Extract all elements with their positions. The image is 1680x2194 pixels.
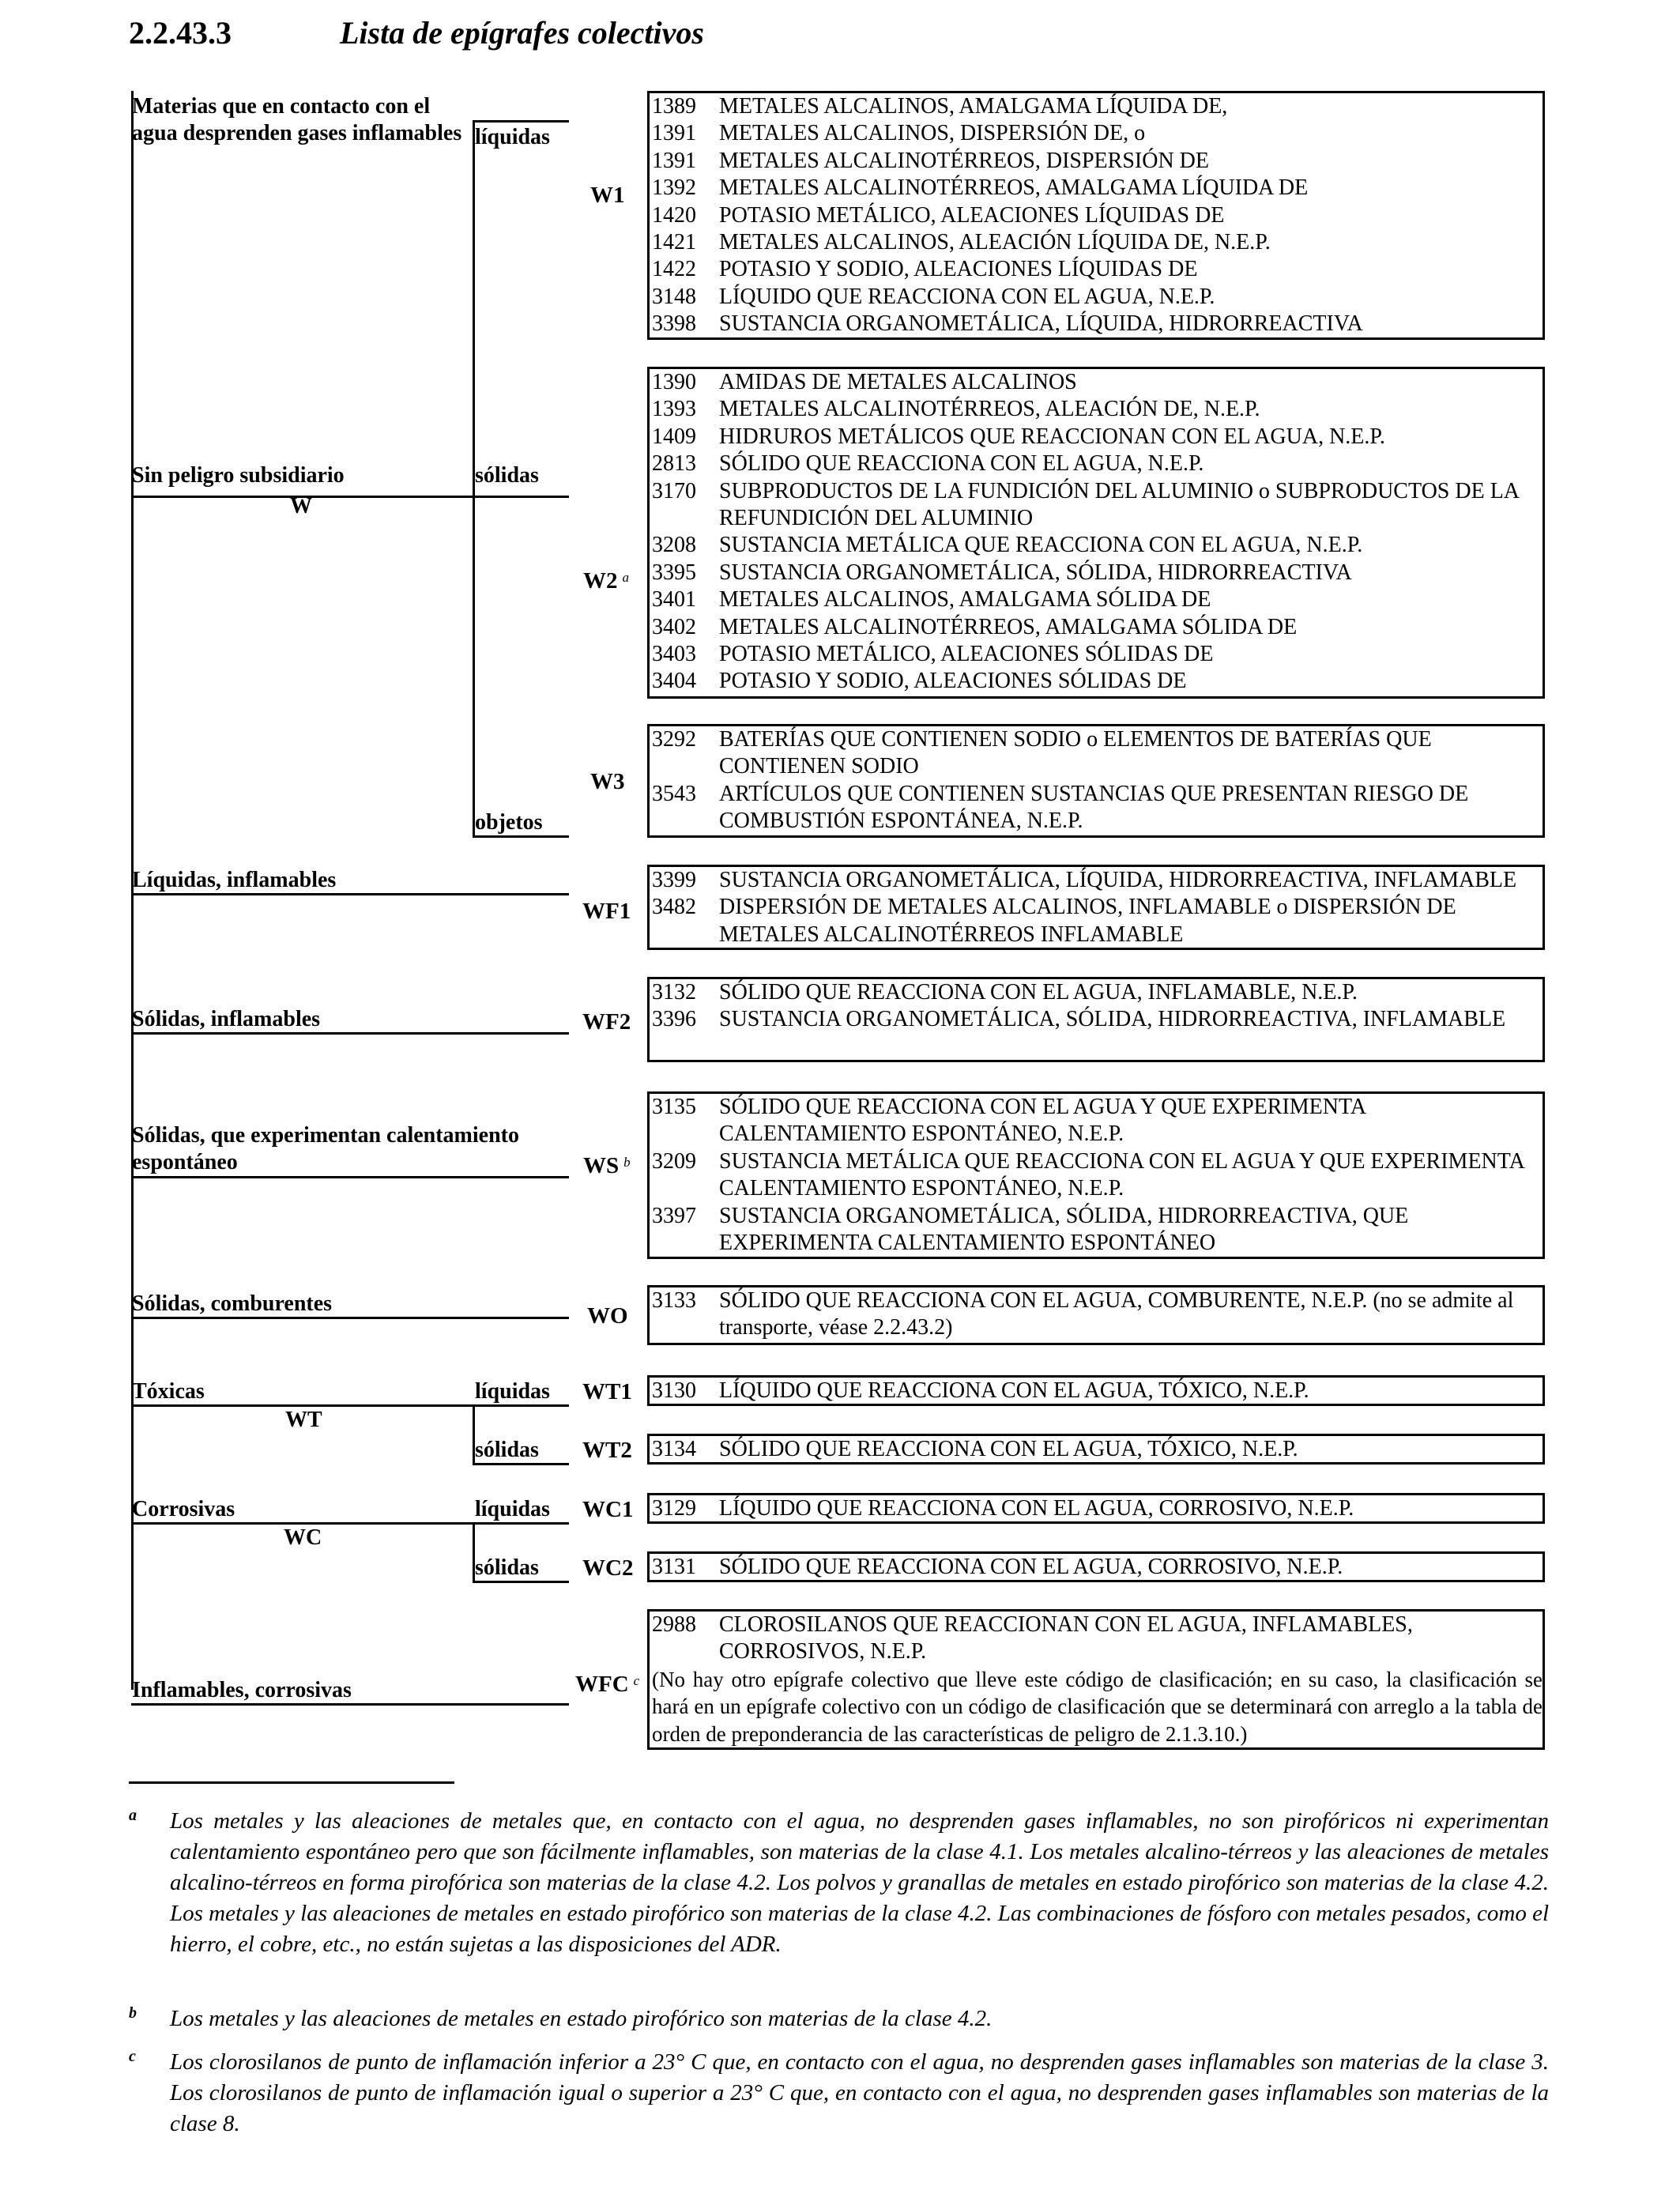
- entries-box-w3: [647, 724, 1545, 838]
- entry-row: [652, 369, 1543, 396]
- entry-row: [652, 1495, 1543, 1522]
- entry-name: BATERÍAS QUE CONTIENEN SODIO o ELEMENTOS DE BATERÍAS QUE CONTIENEN SODIO: [719, 727, 1432, 779]
- entry-name: METALES ALCALINOTÉRREOS, DISPERSIÓN DE: [719, 148, 1209, 173]
- entry-name: SUSTANCIA METÁLICA QUE REACCIONA CON EL AGUA, N.E.P.: [719, 533, 1363, 558]
- un-number: 1422: [652, 257, 696, 282]
- entry-name: SUSTANCIA ORGANOMETÁLICA, SÓLIDA, HIDRORREACTIVA, INFLAMABLE: [719, 1007, 1506, 1032]
- entry-name: SÓLIDO QUE REACCIONA CON EL AGUA, N.E.P.: [719, 451, 1204, 477]
- entry-name: CLOROSILANOS QUE REACCIONAN CON EL AGUA, INFLAMABLES, CORROSIVOS, N.E.P.: [719, 1612, 1413, 1664]
- un-number: 3209: [652, 1148, 696, 1174]
- code-w3: W3: [590, 769, 625, 794]
- un-number: 3132: [652, 980, 696, 1005]
- entry-name: SÓLIDO QUE REACCIONA CON EL AGUA, COMBURENTE, N.E.P. (no se admite al transporte, véase 2.2.43.2): [719, 1288, 1514, 1340]
- label-solidas-inflamables: Sólidas, inflamables: [132, 1007, 321, 1031]
- entry-row: [652, 148, 1543, 175]
- entries-box-wfc: [647, 1609, 1545, 1750]
- tree-line: [131, 1176, 569, 1178]
- code-ws: [583, 1152, 631, 1179]
- entry-row: [652, 229, 1543, 256]
- entry-row: [652, 202, 1543, 229]
- entry-name: LÍQUIDO QUE REACCIONA CON EL AGUA, CORROSIVO, N.E.P.: [719, 1496, 1354, 1521]
- un-number: 3134: [652, 1437, 696, 1461]
- label-liquidas: líquidas: [475, 125, 550, 149]
- un-number: 3130: [652, 1378, 696, 1403]
- entry-row: [652, 284, 1543, 311]
- entry-name: METALES ALCALINOS, DISPERSIÓN DE, o: [719, 121, 1146, 146]
- un-number: 3131: [652, 1555, 696, 1579]
- label-materias-agua: Materias que en contacto con el agua desprenden gases inflamables: [132, 94, 462, 145]
- entry-row: [652, 478, 1543, 533]
- entry-row: [652, 120, 1543, 147]
- code-wt2: WT2: [582, 1438, 632, 1463]
- entry-row: [652, 311, 1543, 337]
- entry-row: [652, 1148, 1543, 1203]
- un-number: 1391: [652, 121, 696, 146]
- un-number: 3148: [652, 284, 696, 309]
- code-wfc-text: WFC: [575, 1672, 629, 1697]
- entries-box-ws: [647, 1091, 1545, 1259]
- un-number: 3397: [652, 1203, 696, 1228]
- entries-box-w1: [647, 91, 1545, 340]
- un-number: 1391: [652, 148, 696, 173]
- un-number: 3401: [652, 587, 696, 613]
- code-wf2: WF2: [582, 1009, 631, 1035]
- entry-name: METALES ALCALINOTÉRREOS, AMALGAMA LÍQUIDA DE: [719, 175, 1309, 201]
- entry-row: [652, 586, 1543, 613]
- entry-name: SÓLIDO QUE REACCIONA CON EL AGUA, CORROSIVO, N.E.P.: [719, 1555, 1343, 1579]
- code-ws-text: WS: [583, 1153, 620, 1178]
- code-wc1: WC1: [582, 1497, 634, 1522]
- un-number: 3402: [652, 614, 696, 639]
- entry-name: POTASIO Y SODIO, ALEACIONES SÓLIDAS DE: [719, 669, 1187, 694]
- entry-name: SÓLIDO QUE REACCIONA CON EL AGUA, INFLAMABLE, N.E.P.: [719, 980, 1358, 1005]
- entry-row: [652, 1612, 1543, 1666]
- footnote-ref-c: c: [633, 1673, 640, 1688]
- entry-row: [652, 1094, 1543, 1148]
- code-w2: [583, 567, 629, 594]
- un-number: 3395: [652, 560, 696, 585]
- entry-name: SÓLIDO QUE REACCIONA CON EL AGUA Y QUE EXPERIMENTA CALENTAMIENTO ESPONTÁNEO, N.E.P.: [719, 1095, 1365, 1147]
- un-number: 1420: [652, 202, 696, 228]
- code-wt1: WT1: [582, 1379, 632, 1404]
- un-number: 2813: [652, 451, 696, 477]
- wfc-note: (No hay otro epígrafe colectivo que lleve este código de clasificación; en su caso, la clasificación se hará en un epígrafe colectivo con un código de clasificación que se determinará con arreglo a la tabla de orden de preponderancia de las características de peligro de 2.1.3.10.): [652, 1667, 1543, 1746]
- code-w1: W1: [590, 183, 625, 208]
- entry-name: SUSTANCIA ORGANOMETÁLICA, LÍQUIDA, HIDRORREACTIVA, INFLAMABLE: [719, 868, 1517, 892]
- label-solidas-calentamiento: Sólidas, que experimentan calentamiento espontáneo: [132, 1123, 519, 1174]
- entry-row: [652, 668, 1543, 695]
- un-number: 3404: [652, 669, 696, 694]
- entry-row: [652, 396, 1543, 423]
- entry-row: [652, 1287, 1543, 1342]
- entry-row: [652, 93, 1543, 120]
- footnote-ref-a: a: [622, 570, 629, 585]
- un-number: 3133: [652, 1288, 696, 1313]
- code-wc2: WC2: [582, 1555, 634, 1581]
- entry-name: METALES ALCALINOTÉRREOS, AMALGAMA SÓLIDA DE: [719, 614, 1298, 639]
- un-number: 3292: [652, 727, 696, 752]
- label-liquidas-inflamables: Líquidas, inflamables: [132, 868, 337, 892]
- entry-row: [652, 894, 1543, 948]
- label-wc-solidas: sólidas: [475, 1555, 539, 1580]
- entries-box-wc2: [647, 1551, 1545, 1582]
- un-number: 1393: [652, 397, 696, 422]
- entry-name: SUSTANCIA ORGANOMETÁLICA, LÍQUIDA, HIDRORREACTIVA: [719, 311, 1363, 337]
- code-wfc: [575, 1671, 639, 1698]
- footnote-separator: [129, 1781, 454, 1784]
- entry-name: ARTÍCULOS QUE CONTIENEN SUSTANCIAS QUE PRESENTAN RIESGO DE COMBUSTIÓN ESPONTÁNEA, N.E.P.: [719, 781, 1469, 834]
- entry-name: METALES ALCALINOS, ALEACIÓN LÍQUIDA DE, N.E.P.: [719, 230, 1271, 255]
- entry-name: HIDRUROS METÁLICOS QUE REACCIONAN CON EL AGUA, N.E.P.: [719, 424, 1385, 449]
- label-wt: WT: [285, 1408, 322, 1432]
- un-number: 3398: [652, 311, 696, 337]
- label-wt-liquidas: líquidas: [475, 1379, 550, 1404]
- footnote-b-text: Los metales y las aleaciones de metales en estado pirofórico son materias de la clase 4.2.: [170, 2006, 993, 2031]
- entry-name: METALES ALCALINOTÉRREOS, ALEACIÓN DE, N.E.P.: [719, 397, 1260, 422]
- entry-row: [652, 867, 1543, 894]
- entry-row: [652, 532, 1543, 559]
- entry-name: POTASIO Y SODIO, ALEACIONES LÍQUIDAS DE: [719, 257, 1198, 282]
- entry-name: AMIDAS DE METALES ALCALINOS: [719, 370, 1077, 394]
- entry-row: [652, 979, 1543, 1006]
- entry-name: SUSTANCIA ORGANOMETÁLICA, SÓLIDA, HIDRORREACTIVA: [719, 560, 1352, 585]
- entries-box-wf2: [647, 977, 1545, 1062]
- entry-row: [652, 450, 1543, 477]
- entries-box-wc1: [647, 1493, 1545, 1524]
- label-solidas: sólidas: [475, 463, 539, 488]
- footnote-b-mark: b: [129, 2004, 137, 2022]
- un-number: 3543: [652, 781, 696, 806]
- un-number: 3135: [652, 1095, 696, 1119]
- label-solidas-comburentes: Sólidas, comburentes: [132, 1291, 333, 1316]
- entries-box-wt1: [647, 1375, 1545, 1406]
- entry-row: [652, 641, 1543, 668]
- entry-name: DISPERSIÓN DE METALES ALCALINOS, INFLAMABLE o DISPERSIÓN DE METALES ALCALINOTÉRREOS INFLAMABLE: [719, 895, 1456, 947]
- tree-line: [473, 120, 569, 123]
- entry-name: SUSTANCIA ORGANOMETÁLICA, SÓLIDA, HIDRORREACTIVA, QUE EXPERIMENTA CALENTAMIENTO ESPONTÁNEO: [719, 1203, 1409, 1256]
- label-wt-solidas: sólidas: [475, 1438, 539, 1462]
- entry-name: SUBPRODUCTOS DE LA FUNDICIÓN DEL ALUMINIO o SUBPRODUCTOS DE LA REFUNDICIÓN DEL ALUMINIO: [719, 478, 1519, 531]
- footnote-ref-b: b: [623, 1155, 631, 1170]
- entries-box-w2: [647, 367, 1545, 699]
- section-number: 2.2.43.3: [129, 15, 232, 51]
- label-corrosivas: Corrosivas: [132, 1497, 235, 1521]
- entry-name: LÍQUIDO QUE REACCIONA CON EL AGUA, TÓXICO, N.E.P.: [719, 1378, 1309, 1403]
- footnote-c-text: Los clorosilanos de punto de inflamación inferior a 23° C que, en contacto con el agua, no desprenden gases inflamables son materias de la clase 3. Los clorosilanos de punto de inflamación igual o superior a 23° C que, en contacto con el agua, no desprenden gases inflamables son materias de la clase 8.: [170, 2049, 1549, 2136]
- un-number: 1409: [652, 424, 696, 449]
- label-toxicas: Tóxicas: [132, 1379, 205, 1404]
- entry-row: [652, 256, 1543, 283]
- un-number: 3396: [652, 1007, 696, 1032]
- un-number: 3399: [652, 868, 696, 892]
- entries-box-wo: [647, 1285, 1545, 1345]
- entry-name: SÓLIDO QUE REACCIONA CON EL AGUA, TÓXICO, N.E.P.: [719, 1437, 1298, 1461]
- un-number: 1392: [652, 175, 696, 201]
- section-title: Lista de epígrafes colectivos: [340, 15, 704, 51]
- footnote-c-mark: c: [129, 2048, 136, 2065]
- un-number: 1389: [652, 94, 696, 119]
- entry-name: LÍQUIDO QUE REACCIONA CON EL AGUA, N.E.P.: [719, 284, 1215, 309]
- entry-row: [652, 1378, 1543, 1404]
- label-wc-liquidas: líquidas: [475, 1497, 550, 1521]
- label-w: W: [290, 494, 312, 518]
- entry-name: POTASIO METÁLICO, ALEACIONES SÓLIDAS DE: [719, 642, 1214, 667]
- un-number: 3482: [652, 895, 696, 920]
- code-wf1: WF1: [582, 899, 631, 924]
- entry-name: SUSTANCIA METÁLICA QUE REACCIONA CON EL AGUA Y QUE EXPERIMENTA CALENTAMIENTO ESPONTÁNEO, N.E.P.: [719, 1148, 1524, 1201]
- entry-name: METALES ALCALINOS, AMALGAMA LÍQUIDA DE,: [719, 94, 1228, 119]
- entry-row: [652, 1203, 1543, 1257]
- un-number: 1421: [652, 230, 696, 255]
- un-number: 2988: [652, 1612, 696, 1637]
- entry-row: [652, 614, 1543, 641]
- code-wo: WO: [587, 1303, 628, 1329]
- un-number: 3170: [652, 478, 696, 503]
- entry-name: METALES ALCALINOS, AMALGAMA SÓLIDA DE: [719, 587, 1211, 613]
- entry-row: [652, 424, 1543, 450]
- entries-box-wf1: [647, 865, 1545, 950]
- entry-row: [652, 1006, 1543, 1033]
- label-inflamables-corrosivas: Inflamables, corrosivas: [132, 1678, 352, 1702]
- code-w2-text: W2: [583, 568, 618, 594]
- entry-row: [652, 1554, 1543, 1581]
- un-number: 3129: [652, 1496, 696, 1521]
- label-wc: WC: [284, 1525, 322, 1550]
- tree-line: [131, 496, 569, 498]
- label-objetos: objetos: [475, 810, 543, 835]
- footnote-a-text: Los metales y las aleaciones de metales que, en contacto con el agua, no desprenden gases inflamables, no son pirofóricos ni experimentan calentamiento espontáneo pero que son fácilmente inflamables, son materias de la clase 4.1. Los metales alcalino-térreos y las aleaciones de metales alcalino-térreos en forma pirofórica son materias de la clase 4.2. Los polvos y granallas de metales en estado pirofórico son materias de la clase 4.2. Los metales y las aleaciones de metales en estado pirofórico son materias de la clase 4.2. Las combinaciones de fósforo con metales pesados, como el hierro, el cobre, etc., no están sujetas a las disposiciones del ADR.: [170, 1808, 1549, 1957]
- entry-row: [652, 1436, 1543, 1463]
- un-number: 3403: [652, 642, 696, 667]
- entry-row: [652, 175, 1543, 202]
- entry-row: [652, 781, 1543, 835]
- label-sin-peligro: Sin peligro subsidiario: [132, 463, 345, 488]
- entry-row: [652, 726, 1543, 781]
- un-number: 3208: [652, 533, 696, 558]
- un-number: 1390: [652, 370, 696, 394]
- footnote-a-mark: a: [129, 1807, 137, 1824]
- entries-box-wt2: [647, 1434, 1545, 1465]
- entry-row: [652, 560, 1543, 586]
- entry-name: POTASIO METÁLICO, ALEACIONES LÍQUIDAS DE: [719, 202, 1225, 228]
